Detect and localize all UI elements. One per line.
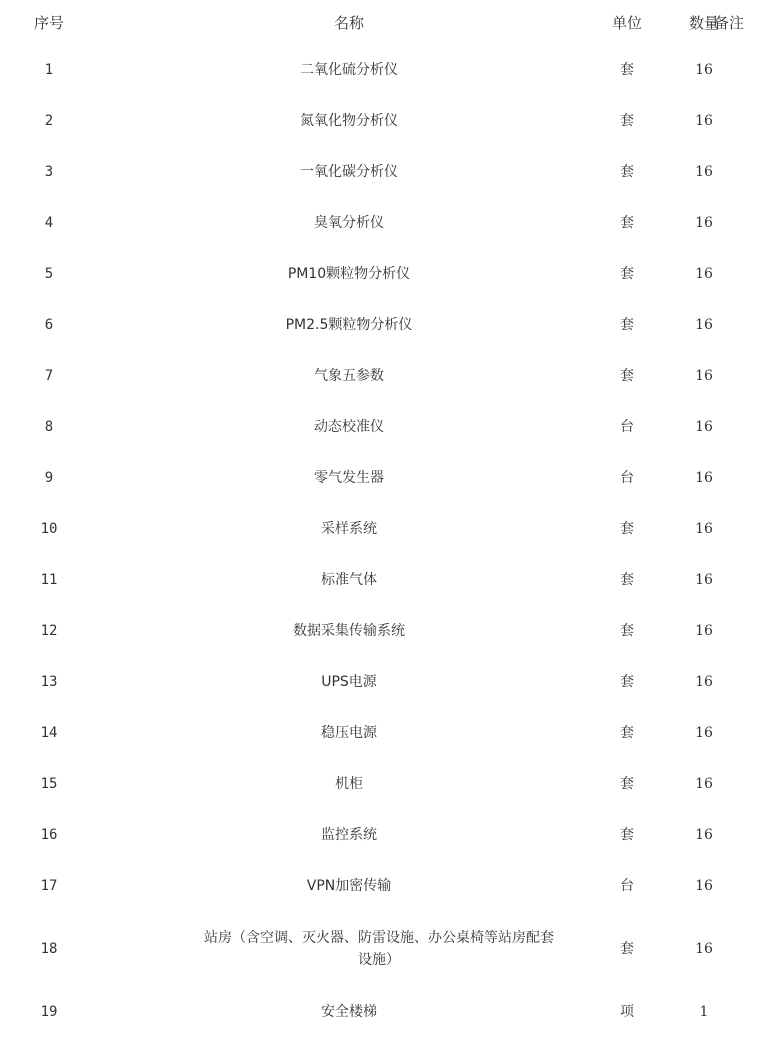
row-index: 13 (40, 673, 58, 690)
table-row (0, 707, 772, 758)
row-remark (754, 554, 772, 605)
table-row (0, 809, 772, 860)
row-name: 数据采集传输系统 (293, 622, 405, 639)
table-row (0, 554, 772, 605)
row-remark (754, 146, 772, 197)
row-quantity: 16 (695, 469, 713, 486)
row-quantity: 16 (695, 112, 713, 129)
row-name: 动态校准仪 (314, 418, 384, 435)
row-quantity: 16 (695, 214, 713, 231)
table-row (0, 44, 772, 95)
row-remark (754, 401, 772, 452)
row-quantity: 16 (695, 367, 713, 384)
header-index: 序号 (33, 14, 64, 32)
row-name: 氮氧化物分析仪 (300, 112, 398, 129)
row-name: 稳压电源 (321, 724, 377, 741)
row-quantity: 16 (695, 826, 713, 843)
row-remark (754, 758, 772, 809)
row-remark (754, 95, 772, 146)
row-quantity: 16 (695, 520, 713, 537)
row-unit: 套 (620, 775, 634, 792)
header-name: 名称 (333, 14, 364, 32)
row-name: VPN加密传输 (306, 877, 392, 894)
row-quantity: 16 (695, 265, 713, 282)
row-unit: 套 (620, 265, 634, 282)
table-row (0, 452, 772, 503)
table-row (0, 986, 772, 1037)
row-name: 气象五参数 (314, 367, 384, 384)
row-index: 16 (40, 826, 58, 843)
header-unit: 单位 (611, 14, 642, 32)
table-row (0, 605, 772, 656)
header-quantity: 数量 (688, 14, 719, 32)
table-row (0, 911, 772, 986)
row-quantity: 16 (695, 775, 713, 792)
row-quantity: 16 (695, 316, 713, 333)
header-remark-cell (754, 0, 772, 44)
table-row (0, 350, 772, 401)
table-row (0, 401, 772, 452)
row-unit: 项 (620, 1003, 634, 1020)
row-index: 10 (40, 520, 58, 537)
row-name: PM10颗粒物分析仪 (287, 265, 411, 282)
row-index: 18 (40, 940, 58, 957)
row-index: 5 (44, 265, 54, 282)
row-remark (754, 197, 772, 248)
row-quantity: 16 (695, 673, 713, 690)
row-remark (754, 452, 772, 503)
row-name: 一氧化碳分析仪 (300, 163, 398, 180)
row-unit: 套 (620, 826, 634, 843)
row-index: 17 (40, 877, 58, 894)
row-index: 11 (40, 571, 58, 588)
row-remark (754, 986, 772, 1037)
row-name: 监控系统 (321, 826, 377, 843)
row-unit: 套 (620, 724, 634, 741)
row-index: 1 (44, 61, 54, 78)
header-remark: 备注 (714, 14, 745, 32)
row-quantity: 16 (695, 877, 713, 894)
table-row (0, 656, 772, 707)
row-unit: 台 (620, 877, 634, 894)
row-remark (754, 503, 772, 554)
row-unit: 套 (620, 367, 634, 384)
table-row (0, 95, 772, 146)
row-index: 15 (40, 775, 58, 792)
row-quantity: 16 (695, 622, 713, 639)
row-unit: 套 (620, 622, 634, 639)
row-quantity: 16 (695, 418, 713, 435)
row-quantity: 16 (695, 940, 713, 957)
row-remark (754, 44, 772, 95)
row-unit: 套 (620, 940, 634, 957)
row-name: 采样系统 (321, 520, 377, 537)
row-unit: 套 (620, 571, 634, 588)
row-index: 3 (44, 163, 54, 180)
row-unit: 套 (620, 520, 634, 537)
row-remark (754, 605, 772, 656)
row-index: 8 (44, 418, 54, 435)
row-name: 臭氧分析仪 (314, 214, 384, 231)
row-unit: 套 (620, 316, 634, 333)
row-remark (754, 809, 772, 860)
table-header (0, 0, 772, 44)
row-remark (754, 911, 772, 986)
row-quantity: 16 (695, 61, 713, 78)
row-remark (754, 299, 772, 350)
row-index: 4 (44, 214, 54, 231)
row-name: PM2.5颗粒物分析仪 (285, 316, 413, 333)
row-remark (754, 707, 772, 758)
row-quantity: 16 (695, 163, 713, 180)
row-unit: 套 (620, 163, 634, 180)
table-row (0, 503, 772, 554)
row-remark (754, 860, 772, 911)
row-quantity: 16 (695, 571, 713, 588)
row-index: 2 (44, 112, 54, 129)
table-body (0, 44, 772, 1037)
row-unit: 套 (620, 214, 634, 231)
table-row (0, 299, 772, 350)
row-name: 站房（含空调、灭火器、防雷设施、办公桌椅等站房配套设施） (204, 929, 554, 968)
table-row (0, 860, 772, 911)
table-row (0, 758, 772, 809)
row-remark (754, 248, 772, 299)
row-index: 12 (40, 622, 58, 639)
row-index: 14 (40, 724, 58, 741)
row-name: 二氧化硫分析仪 (300, 61, 398, 78)
row-index: 19 (40, 1003, 58, 1020)
header-row (0, 0, 772, 44)
row-index: 7 (44, 367, 54, 384)
row-name: 安全楼梯 (321, 1003, 377, 1020)
row-quantity: 1 (699, 1003, 709, 1020)
row-name: 机柜 (335, 775, 363, 792)
row-name: UPS电源 (321, 673, 377, 690)
row-remark (754, 656, 772, 707)
row-unit: 台 (620, 469, 634, 486)
row-index: 6 (44, 316, 54, 333)
row-unit: 套 (620, 673, 634, 690)
table-row (0, 146, 772, 197)
row-index: 9 (44, 469, 54, 486)
row-unit: 台 (620, 418, 634, 435)
table-row (0, 248, 772, 299)
table-row (0, 197, 772, 248)
row-unit: 套 (620, 112, 634, 129)
row-quantity: 16 (695, 724, 713, 741)
row-name: 零气发生器 (314, 469, 384, 486)
row-unit: 套 (620, 61, 634, 78)
row-name: 标准气体 (321, 571, 377, 588)
row-remark (754, 350, 772, 401)
